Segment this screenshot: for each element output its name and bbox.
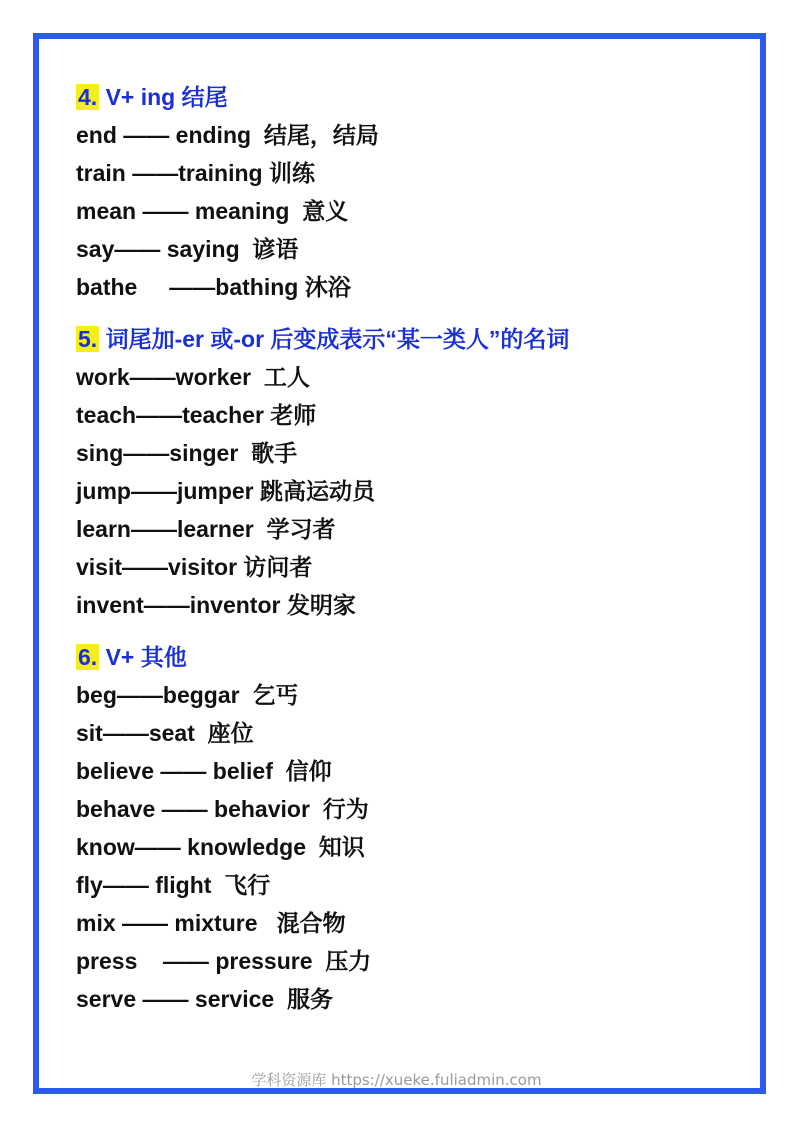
footer-watermark: 学科资源库 https://xueke.fuliadmin.com (251, 1071, 542, 1089)
word-pair: teach——teacher 老师 (76, 402, 317, 428)
word-pair: bathe ——bathing 沐浴 (76, 274, 351, 300)
document-body (76, 78, 736, 1032)
section-heading (76, 78, 736, 116)
word-pair: mix —— mixture 混合物 (76, 910, 346, 936)
word-pair: work——worker 工人 (76, 364, 310, 390)
word-pair: behave —— behavior 行为 (76, 796, 369, 822)
word-pair: end —— ending 结尾，结局 (76, 122, 379, 148)
word-pair: visit——visitor 访问者 (76, 554, 313, 580)
word-pair: believe —— belief 信仰 (76, 758, 332, 784)
word-pair: learn——learner 学习者 (76, 516, 336, 542)
word-pair: train ——training 训练 (76, 160, 315, 186)
section-heading (76, 638, 736, 676)
word-pair: mean —— meaning 意义 (76, 198, 349, 224)
section-number: 6. (78, 644, 98, 670)
word-pair: know—— knowledge 知识 (76, 834, 365, 860)
word-pair: jump——jumper 跳高运动员 (76, 478, 376, 504)
word-pair: sit——seat 座位 (76, 720, 254, 746)
section-number: 5. (78, 326, 98, 352)
section-title: V+ ing 结尾 (99, 84, 228, 110)
section-5 (76, 320, 736, 624)
section-4 (76, 78, 736, 306)
section-heading (76, 320, 736, 358)
word-pair: beg——beggar 乞丐 (76, 682, 299, 708)
word-pair: say—— saying 谚语 (76, 236, 299, 262)
word-pair: sing——singer 歌手 (76, 440, 298, 466)
section-title: 词尾加-er 或-or 后变成表示“某一类人”的名词 (99, 326, 570, 352)
word-pair: fly—— flight 飞行 (76, 872, 271, 898)
word-pair: press —— pressure 压力 (76, 948, 372, 974)
section-6 (76, 638, 736, 1018)
word-pair: serve —— service 服务 (76, 986, 333, 1012)
section-number: 4. (78, 84, 98, 110)
section-title: V+ 其他 (99, 644, 187, 670)
word-pair: invent——inventor 发明家 (76, 592, 356, 618)
